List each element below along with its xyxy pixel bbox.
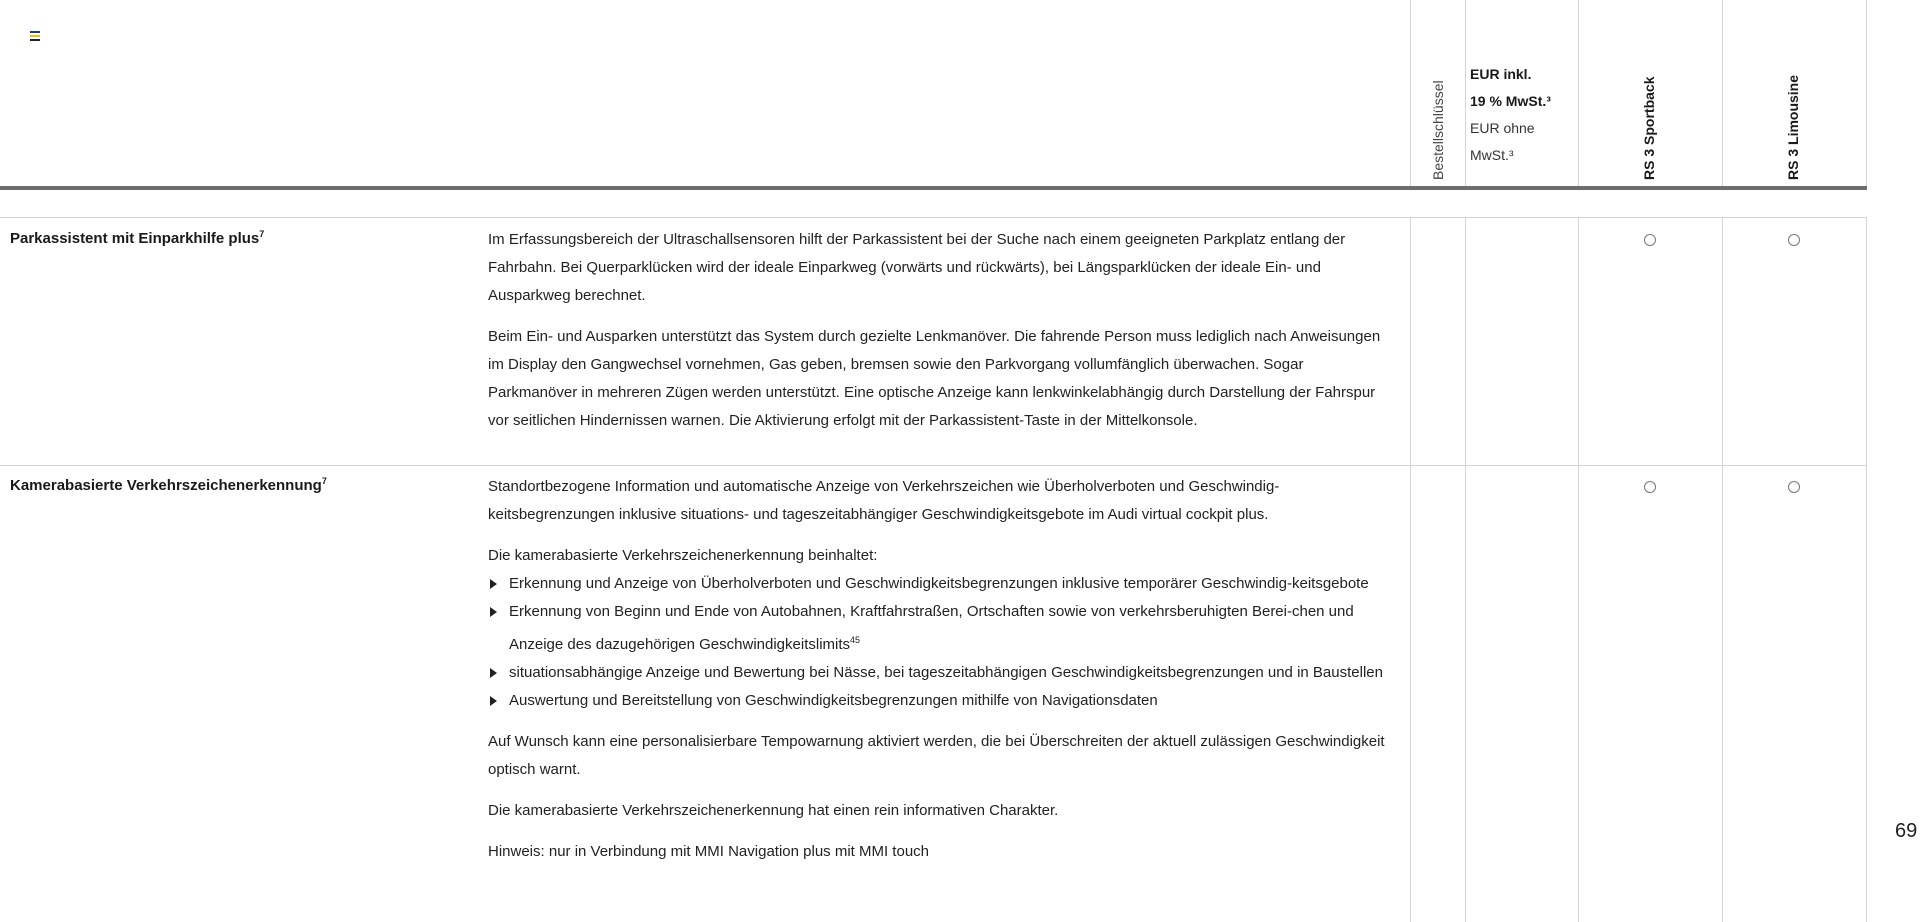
list-item <box>488 659 1393 687</box>
description-paragraph: Die kamerabasierte Verkehrszeichenerkennung hat einen rein informativen Charakter. <box>488 802 1059 819</box>
list-item <box>488 598 1393 659</box>
description-paragraph: Standortbezogene Information und automatische Anzeige von Verkehrszeichen wie Überholverboten und Geschwindig-keitsbegrenzungen inklusive situations- und tageszeitabhängiger Geschwindigkeitsgebote im Audi virtual cockpit plus. <box>488 478 1280 523</box>
footnote-ref: 7 <box>321 476 327 486</box>
price-excl-label: EUR ohne <box>1470 120 1535 136</box>
list-item-text: Auswertung und Bereitstellung von Geschwindigkeitsbegrenzungen mithilfe von Navigationsdaten <box>509 692 1158 709</box>
color-marker-icon <box>30 31 40 41</box>
feature-title <box>10 476 327 494</box>
column-divider <box>1410 217 1411 922</box>
optional-circle-icon <box>1644 234 1656 246</box>
feature-title <box>10 229 264 247</box>
footnote-ref: 7 <box>259 229 265 239</box>
list-item <box>488 570 1393 598</box>
table-top-rule <box>0 217 1867 218</box>
column-divider <box>1465 217 1466 922</box>
feature-title-text: Parkassistent mit Einparkhilfe plus <box>10 230 260 247</box>
feature-description <box>488 226 1393 448</box>
model-sportback-header: RS 3 Sportback <box>1641 76 1657 180</box>
bullet-arrow-icon <box>490 607 497 617</box>
optional-circle-icon <box>1644 481 1656 493</box>
column-divider <box>1722 217 1723 922</box>
bullet-arrow-icon <box>490 579 497 589</box>
column-divider <box>1866 217 1867 922</box>
page-number: 69 <box>1895 820 1918 842</box>
optional-circle-icon <box>1788 481 1800 493</box>
description-paragraph: Beim Ein- und Ausparken unterstützt das System durch gezielte Lenkmanöver. Die fahrende Person muss lediglich nach Anweisungen im Display den Gangwechsel vornehmen, Gas geben, bremsen sowie den Parkvorgang vollumfänglich überwachen. Sogar Parkmanöver in mehreren Zügen werden unterstützt. Eine optische Anzeige kann lenkwinkelabhängig durch Darstellung der Fahrspur vor seitlichen Hindernissen warnen. Die Aktivierung erfolgt mit der Parkassistent-Taste in der Mittelkonsole. <box>488 328 1381 429</box>
list-item-text: Erkennung und Anzeige von Überholverboten und Geschwindigkeitsbegrenzungen inklusive temporärer Geschwindig-keitsgebote <box>509 575 1369 592</box>
column-divider <box>1578 217 1579 922</box>
column-divider <box>1410 0 1411 186</box>
price-incl-label: EUR inkl. <box>1470 66 1532 82</box>
description-paragraph: Auf Wunsch kann eine personalisierbare Tempowarnung aktiviert werden, die bei Überschreiten der aktuell zulässigen Geschwindigkeit optisch warnt. <box>488 733 1385 778</box>
column-divider <box>1722 0 1723 186</box>
header-rule <box>0 186 1867 190</box>
row-divider <box>0 465 1867 466</box>
price-header <box>1470 61 1551 169</box>
column-divider <box>1866 0 1867 186</box>
description-paragraph: Im Erfassungsbereich der Ultraschallsensoren hilft der Parkassistent bei der Suche nach einem geeigneten Parkplatz entlang der Fahrbahn. Bei Querparklücken wird der ideale Einparkweg (vorwärts und rückwärts), bei Längsparklücken der ideale Ein- und Ausparkweg berechnet. <box>488 231 1346 304</box>
list-heading: Die kamerabasierte Verkehrszeichenerkennung beinhaltet: <box>488 547 878 564</box>
description-paragraph: Hinweis: nur in Verbindung mit MMI Navigation plus mit MMI touch <box>488 843 930 860</box>
price-incl-vat: 19 % MwSt.³ <box>1470 93 1551 109</box>
feature-list <box>488 570 1393 715</box>
feature-title-text: Kamerabasierte Verkehrszeichenerkennung <box>10 477 322 494</box>
bullet-arrow-icon <box>490 668 497 678</box>
price-excl-vat: MwSt.³ <box>1470 147 1514 163</box>
list-item <box>488 687 1393 715</box>
list-item-text: Erkennung von Beginn und Ende von Autobahnen, Kraftfahrstraßen, Ortschaften sowie von verkehrsberuhigten Berei-chen und Anzeige des dazugehörigen Geschwindigkeitslimits <box>509 603 1354 653</box>
bullet-arrow-icon <box>490 696 497 706</box>
column-divider <box>1578 0 1579 186</box>
order-key-header: Bestellschlüssel <box>1430 80 1446 180</box>
list-item-text: situationsabhängige Anzeige und Bewertung bei Nässe, bei tageszeitabhängigen Geschwindigkeitsbegrenzungen und in Baustellen <box>509 664 1383 681</box>
column-divider <box>1465 0 1466 186</box>
optional-circle-icon <box>1788 234 1800 246</box>
model-limousine-header: RS 3 Limousine <box>1785 74 1801 180</box>
feature-description <box>488 473 1393 879</box>
footnote-ref: 45 <box>850 635 861 645</box>
